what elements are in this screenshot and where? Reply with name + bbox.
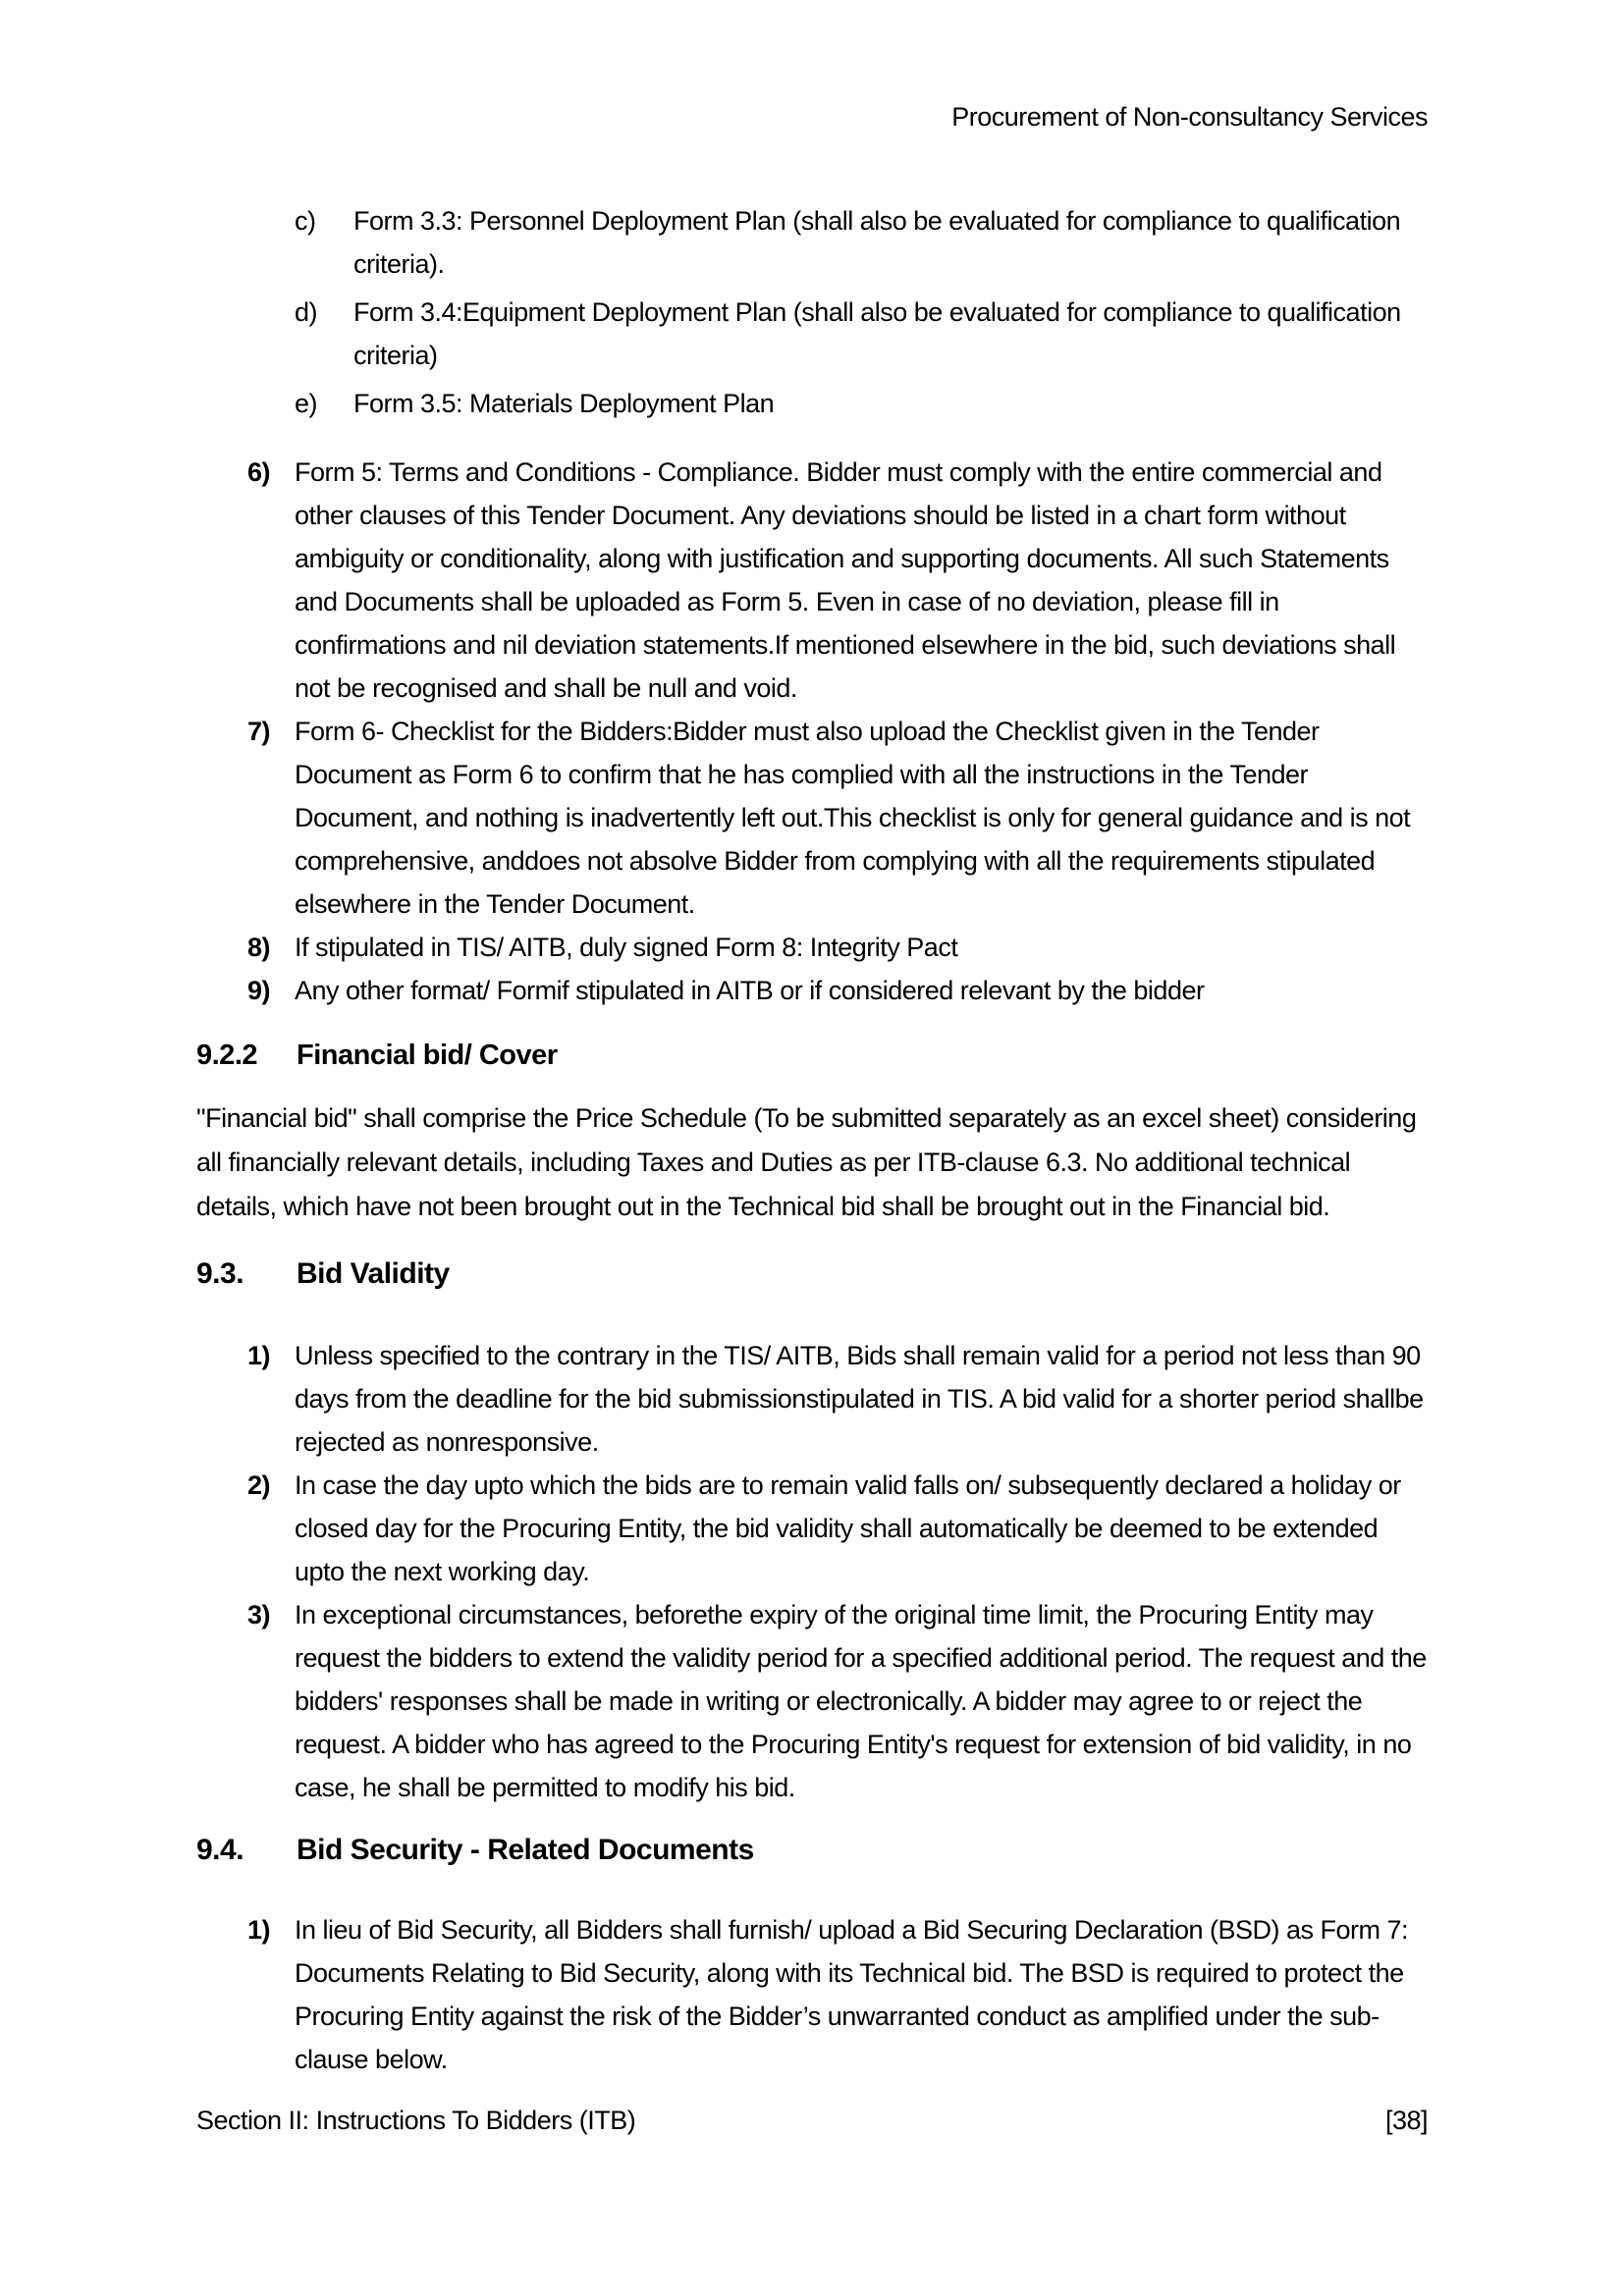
numbered-list-forms [196,451,1428,1012]
list-item-text: In lieu of Bid Security, all Bidders shall furnish/ upload a Bid Securing Declaration (BSD) as Form 7: Documents Relating to Bid Security, along with its Technical bid. The BSD is required to protect the Procuring Entity against the risk of the Bidder’s unwarranted conduct as amplified under the sub-clause below. [295,1915,1409,2074]
section-heading-93 [196,1255,1428,1293]
list-item [196,1464,1428,1593]
list-marker: 1) [247,1341,271,1370]
form-sublist [295,199,1428,425]
list-item-text: Form 3.3: Personnel Deployment Plan (shall also be evaluated for compliance to qualification criteria). [353,206,1401,279]
list-marker: 2) [247,1470,271,1500]
page-content [196,0,1428,2138]
page-footer [196,2103,1428,2138]
list-marker: 8) [247,933,271,962]
list-marker: e) [295,389,318,418]
section-title: Bid Validity [297,1257,450,1290]
section-title: Financial bid/ Cover [297,1040,558,1071]
numbered-list-bid-security [196,1908,1428,2081]
list-item [196,1334,1428,1464]
page-header: Procurement of Non-consultancy Services [951,102,1428,132]
section-number: 9.2.2 [196,1040,257,1071]
list-item [196,1593,1428,1809]
section-922-paragraph: "Financial bid" shall comprise the Price Schedule (To be submitted separately as an excel sheet) considering all financially relevant details, including Taxes and Duties as per ITB-clause 6.3. No additional technical details, which have not been brought out in the Technical bid shall be brought out in the Financial bid. [196,1103,1417,1221]
section-heading-94 [196,1832,1428,1869]
list-item-text: In case the day upto which the bids are to remain valid falls on/ subsequently declared a holiday or closed day for the Procuring Entity, the bid validity shall automatically be deemed to be extended upto the next working day. [295,1470,1401,1586]
section-number: 9.4. [196,1834,244,1866]
list-item-text: In exceptional circumstances, beforethe expiry of the original time limit, the Procuring Entity may request the bidders to extend the validity period for a specified additional period. The request and the bidders' responses shall be made in writing or electronically. A bidder may agree to or reject the request. A bidder who has agreed to the Procuring Entity's request for extension of bid validity, in no case, he shall be permitted to modify his bid. [295,1600,1427,1802]
list-item-text: Form 6- Checklist for the Bidders:Bidder must also upload the Checklist given in the Tender Document as Form 6 to confirm that he has complied with all the instructions in the Tender Document, and nothing is inadvertently left out.This checklist is only for general guidance and is not comprehensive, anddoes not absolve Bidder from complying with all the requirements stipulated elsewhere in the Tender Document. [295,717,1411,919]
list-item [295,291,1428,377]
list-item-text: Any other format/ Formif stipulated in AITB or if considered relevant by the bidder [295,976,1205,1005]
list-item-text: Unless specified to the contrary in the TIS/ AITB, Bids shall remain valid for a period not less than 90 days from the deadline for the bid submissionstipulated in TIS. A bid valid for a shorter period shallbe rejected as nonresponsive. [295,1341,1424,1457]
list-item [196,451,1428,710]
list-marker: 3) [247,1600,271,1629]
numbered-list-bid-validity [196,1334,1428,1809]
list-marker: 6) [247,457,271,487]
list-item [196,710,1428,926]
list-item [196,969,1428,1012]
section-title: Bid Security - Related Documents [297,1834,754,1866]
list-marker: 9) [247,976,271,1005]
section-heading-922 [196,1037,1428,1074]
list-marker: 1) [247,1915,271,1945]
list-item [196,1908,1428,2081]
list-item-text: Form 3.4:Equipment Deployment Plan (shall also be evaluated for compliance to qualification criteria) [353,297,1401,370]
list-marker: 7) [247,717,271,746]
list-item-text: If stipulated in TIS/ AITB, duly signed Form 8: Integrity Pact [295,933,958,962]
list-item [295,199,1428,286]
list-marker: c) [295,206,316,236]
list-marker: d) [295,297,318,327]
list-item-text: Form 5: Terms and Conditions - Compliance. Bidder must comply with the entire commercial and other clauses of this Tender Document. Any deviations should be listed in a chart form without ambiguity or conditionality, along with justification and supporting documents. All such Statements and Documents shall be uploaded as Form 5. Even in case of no deviation, please fill in confirmations and nil deviation statements.If mentioned elsewhere in the bid, such deviations shall not be recognised and shall be null and void. [295,457,1396,703]
list-item-text: Form 3.5: Materials Deployment Plan [353,389,775,418]
list-item [295,382,1428,425]
list-item [196,926,1428,969]
footer-section-label: Section II: Instructions To Bidders (ITB) [196,2106,636,2135]
section-number: 9.3. [196,1257,244,1290]
footer-page-number: [38] [1384,2106,1428,2135]
